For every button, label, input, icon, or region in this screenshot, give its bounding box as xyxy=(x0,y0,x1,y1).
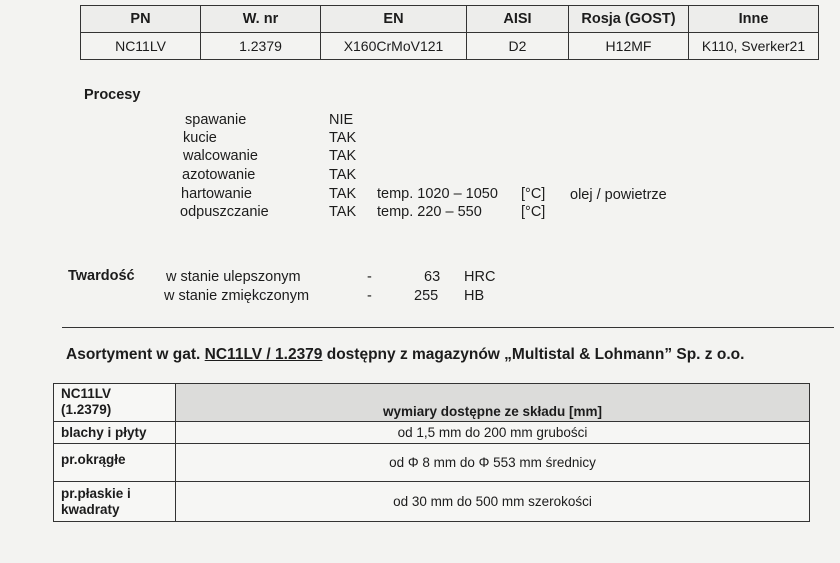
table-header-row xyxy=(81,6,819,33)
grade-number: (1.2379) xyxy=(61,402,112,417)
grade-label: NC11LV xyxy=(61,386,112,401)
process-value: TAK xyxy=(329,148,357,164)
process-name: kucie xyxy=(183,130,217,146)
product-label: pr.płaskie i xyxy=(61,485,131,501)
header-wnr: W. nr xyxy=(201,6,321,33)
process-name: walcowanie xyxy=(183,148,258,164)
header-aisi: AISI xyxy=(467,6,569,33)
product-label: blachy i płyty xyxy=(54,422,176,444)
hardness-value: 63 xyxy=(424,269,441,285)
cell-pn: NC11LV xyxy=(81,33,201,60)
cell-aisi: D2 xyxy=(467,33,569,60)
product-label-cell xyxy=(54,482,176,522)
process-unit: [°C] xyxy=(521,186,546,202)
asortyment-grade: NC11LV / 1.2379 xyxy=(204,346,323,363)
hardness-state: w stanie ulepszonym xyxy=(166,269,301,285)
process-value: TAK xyxy=(329,167,357,183)
header-pn: PN xyxy=(81,6,201,33)
grade-equivalence-table xyxy=(80,5,819,60)
cell-wnr: 1.2379 xyxy=(201,33,321,60)
twardosc-title: Twardość xyxy=(68,268,135,284)
process-name: hartowanie xyxy=(181,186,252,202)
section-divider xyxy=(62,327,834,328)
asortyment-suffix: dostępny z magazynów „Multistal & Lohmann” Sp. z o.o. xyxy=(322,346,745,363)
hardness-dash: - xyxy=(367,288,372,304)
process-name: odpuszczanie xyxy=(180,204,269,220)
hardness-unit: HRC xyxy=(464,269,496,285)
header-inne: Inne xyxy=(689,6,819,33)
process-name: azotowanie xyxy=(182,167,256,183)
process-value: NIE xyxy=(329,112,354,128)
procesy-title: Procesy xyxy=(84,87,141,103)
process-value: TAK xyxy=(329,130,357,146)
hardness-unit: HB xyxy=(464,288,485,304)
process-value: TAK xyxy=(329,186,357,202)
asortyment-prefix: Asortyment w gat. xyxy=(66,346,205,363)
header-gost: Rosja (GOST) xyxy=(569,6,689,33)
grade-label-cell xyxy=(54,384,176,422)
cell-gost: H12MF xyxy=(569,33,689,60)
table-row xyxy=(81,33,819,60)
process-medium: olej / powietrze xyxy=(570,187,667,203)
dimensions-header: wymiary dostępne ze składu [mm] xyxy=(176,384,810,422)
product-range: od 30 mm do 500 mm szerokości xyxy=(176,482,810,522)
asortyment-table xyxy=(53,383,810,522)
hardness-dash: - xyxy=(367,269,372,285)
product-range: od Φ 8 mm do Φ 553 mm średnicy xyxy=(176,444,810,482)
table-row xyxy=(54,444,810,482)
product-range: od 1,5 mm do 200 mm grubości xyxy=(176,422,810,444)
process-unit: [°C] xyxy=(521,204,546,220)
hardness-state: w stanie zmiękczonym xyxy=(164,288,310,304)
product-label-2: kwadraty xyxy=(61,501,120,517)
process-name: spawanie xyxy=(185,112,247,128)
process-temp: temp. 220 – 550 xyxy=(377,204,482,220)
product-label: pr.okrągłe xyxy=(54,444,176,482)
hardness-value: 255 xyxy=(414,288,439,304)
asortyment-title xyxy=(66,346,744,364)
table-row xyxy=(54,422,810,444)
header-en: EN xyxy=(321,6,467,33)
table-row xyxy=(54,482,810,522)
cell-inne: K110, Sverker21 xyxy=(689,33,819,60)
cell-en: X160CrMoV121 xyxy=(321,33,467,60)
table-header-row xyxy=(54,384,810,422)
process-value: TAK xyxy=(329,204,357,220)
process-temp: temp. 1020 – 1050 xyxy=(377,186,498,202)
